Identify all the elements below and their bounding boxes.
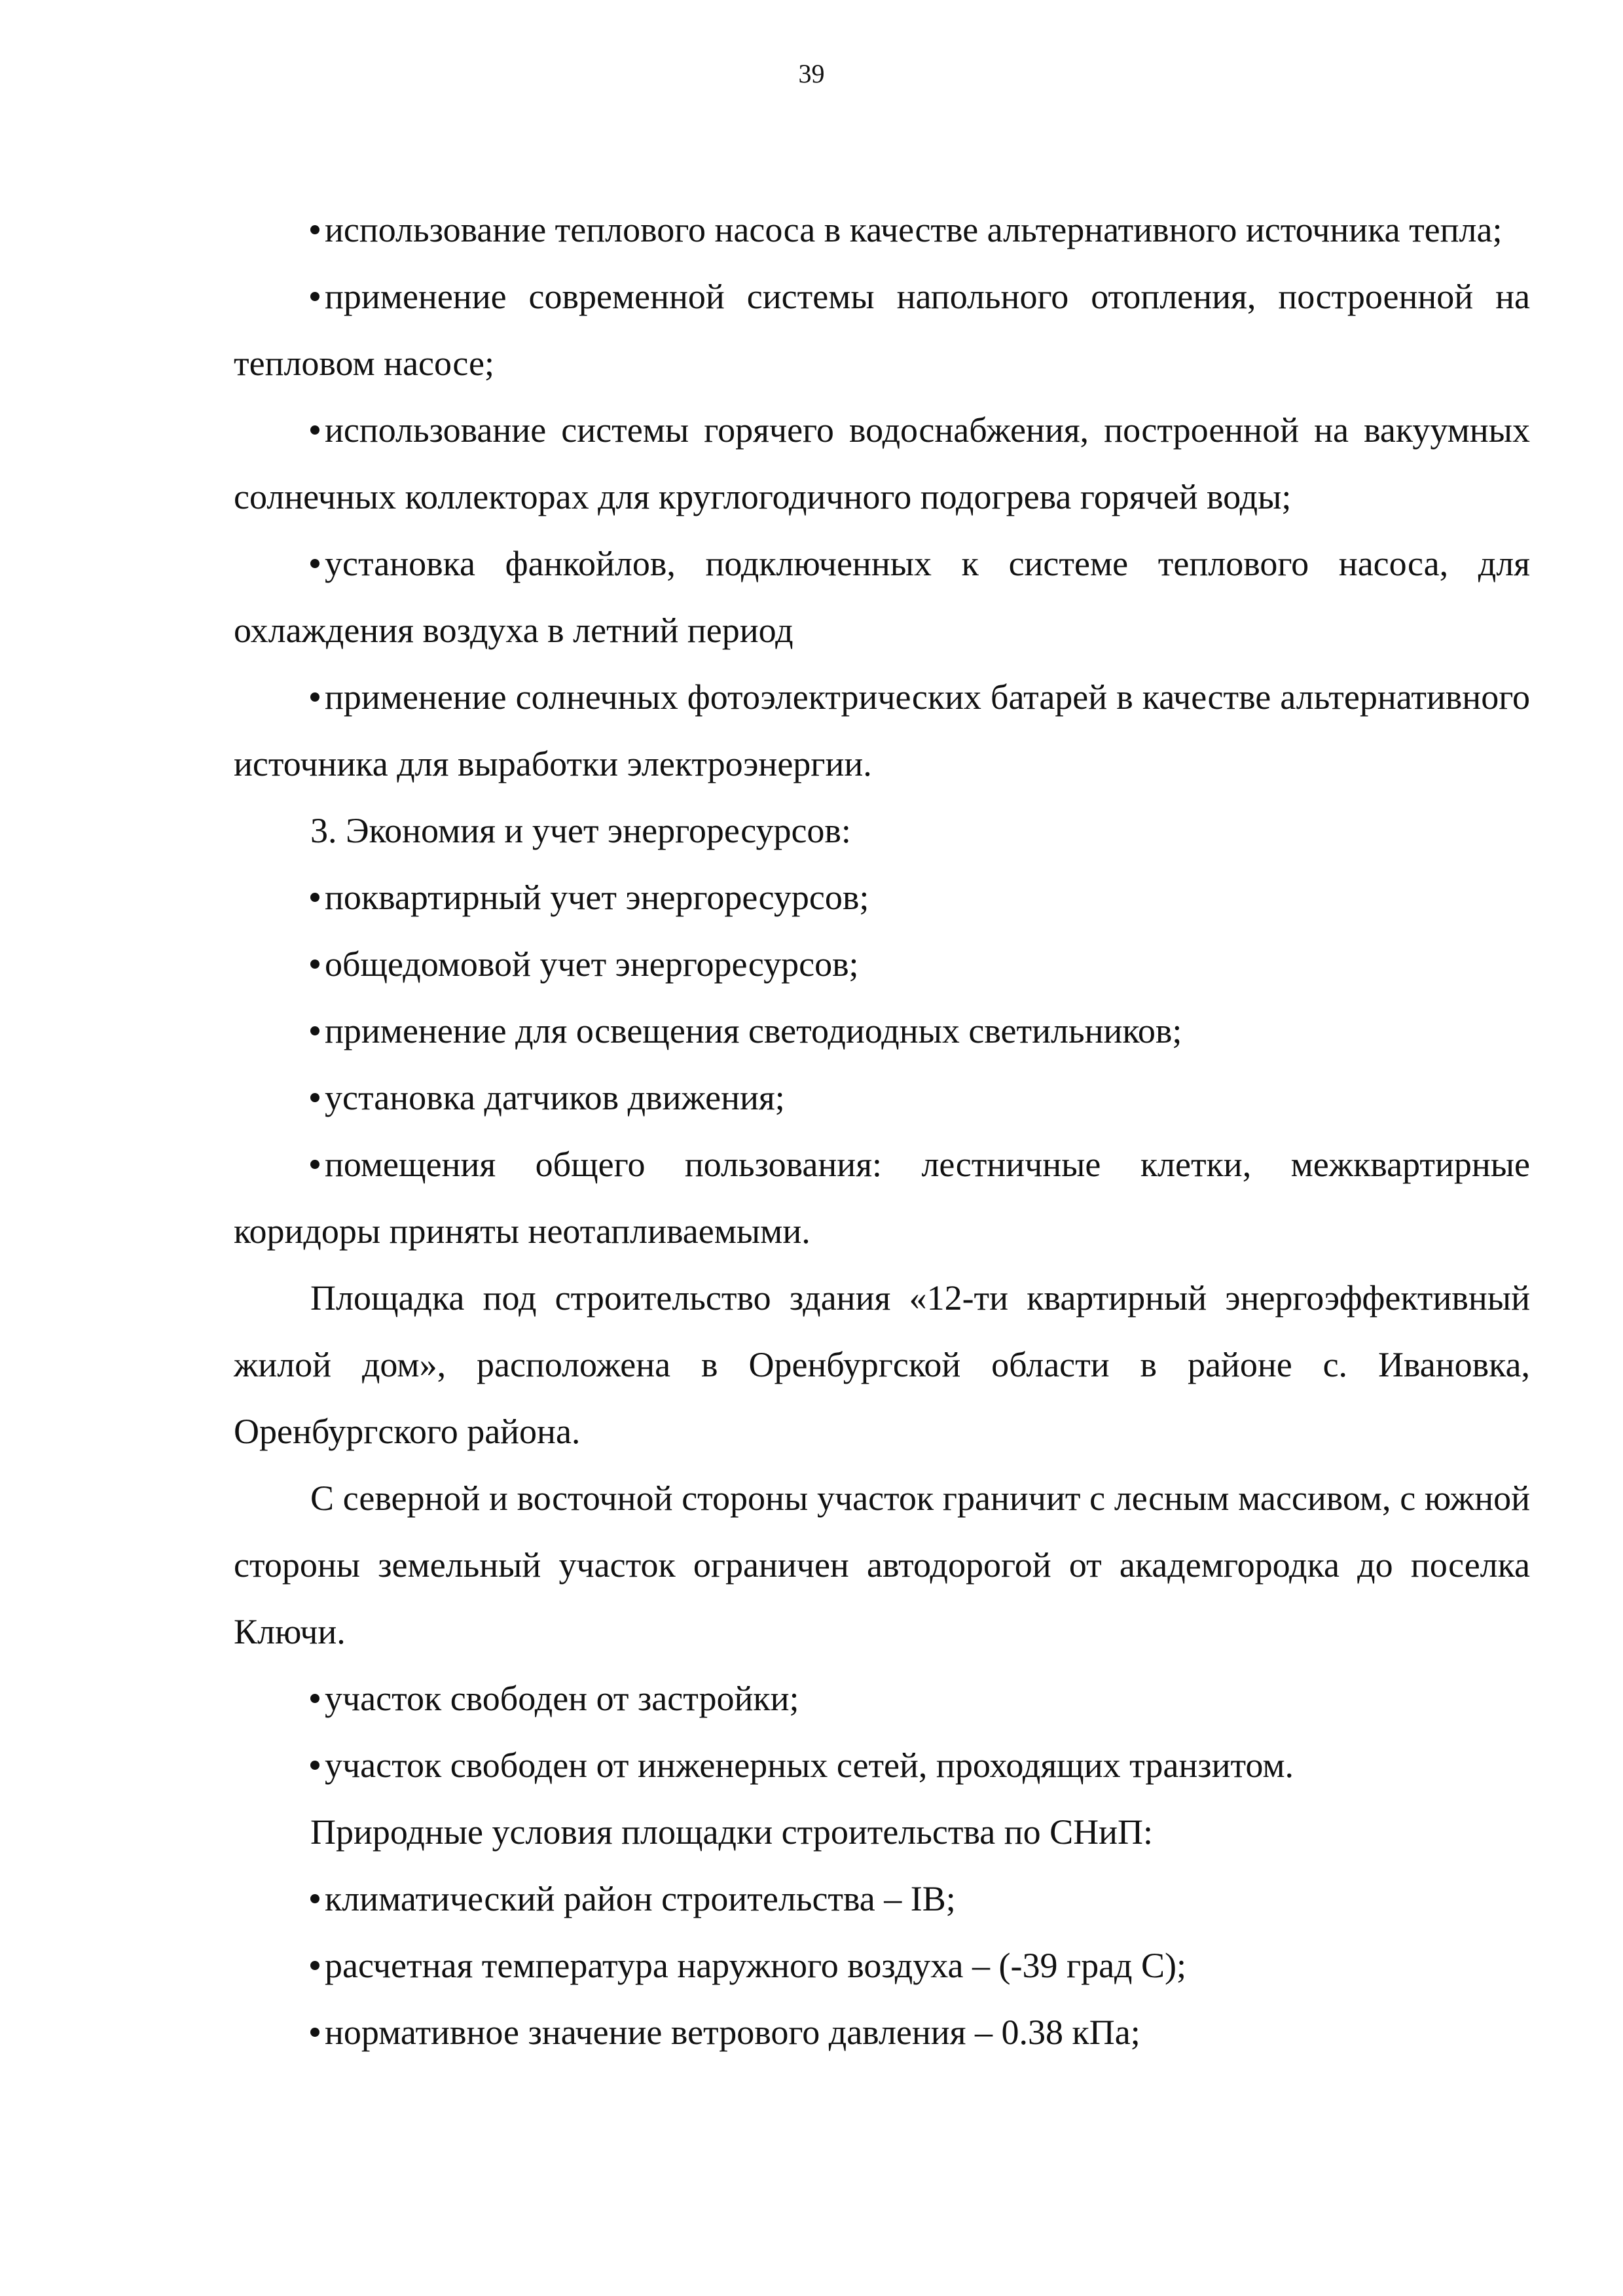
bullet-item <box>234 931 1530 997</box>
page-number: 39 <box>798 59 825 88</box>
bullet-icon <box>310 1761 319 1770</box>
bullet-icon <box>310 1093 319 1102</box>
paragraph-text: поквартирный учет энергоресурсов; <box>325 878 869 917</box>
paragraph: Площадка под строительство здания «12-ти квартирный энергоэффективный жилой дом», расположена в Оренбургской области в районе с. Ивановка, Оренбургского района. <box>234 1278 1530 1451</box>
bullet-icon <box>310 425 319 435</box>
bullet-icon <box>310 1160 319 1169</box>
bullet-item <box>234 1865 1530 1932</box>
bullet-icon <box>310 559 319 568</box>
bullet-icon <box>310 1894 319 1903</box>
paragraph-text: применение солнечных фотоэлектрических батарей в качестве альтернативного источника для выработки электроэнергии. <box>234 677 1530 783</box>
bullet-icon <box>310 1026 319 1035</box>
bullet-item <box>234 1932 1530 1999</box>
paragraph-text: использование системы горячего водоснабжения, построенной на вакуумных солнечных коллекторах для круглогодичного подогрева горячей воды; <box>234 410 1530 516</box>
paragraph-text: нормативное значение ветрового давления – 0.38 кПа; <box>325 2013 1140 2052</box>
bullet-icon <box>310 1694 319 1703</box>
bullet-item <box>234 1131 1530 1265</box>
paragraph-text: участок свободен от застройки; <box>325 1679 799 1718</box>
bullet-item <box>234 997 1530 1064</box>
paragraph-text: общедомовой учет энергоресурсов; <box>325 944 859 984</box>
bullet-item <box>234 664 1530 797</box>
paragraph-text: применение современной системы напольного отопления, построенной на тепловом насосе; <box>234 277 1530 383</box>
bullet-icon <box>310 292 319 301</box>
bullet-item <box>234 1064 1530 1131</box>
bullet-item <box>234 530 1530 664</box>
bullet-icon <box>310 2028 319 2037</box>
bullet-item <box>234 864 1530 931</box>
bullet-item <box>234 1665 1530 1732</box>
paragraph: Природные условия площадки строительства по СНиП: <box>310 1812 1154 1852</box>
paragraph-text: использование теплового насоса в качестве альтернативного источника тепла; <box>325 210 1503 249</box>
paragraph-text: применение для освещения светодиодных светильников; <box>325 1011 1182 1050</box>
paragraph-text: помещения общего пользования: лестничные клетки, межквартирные коридоры приняты неотапливаемыми. <box>234 1145 1530 1251</box>
paragraph-text: расчетная температура наружного воздуха – (-39 град С); <box>325 1946 1187 1985</box>
bullet-item <box>234 1999 1530 2066</box>
bullet-icon <box>310 893 319 902</box>
bullet-item <box>234 1732 1530 1799</box>
bullet-icon <box>310 960 319 969</box>
section-heading: 3. Экономия и учет энергоресурсов: <box>310 811 851 850</box>
paragraph-text: климатический район строительства – IB; <box>325 1879 956 1918</box>
paragraph-text: установка фанкойлов, подключенных к системе теплового насоса, для охлаждения воздуха в летний период <box>234 544 1530 650</box>
bullet-icon <box>310 1961 319 1970</box>
bullet-item <box>234 196 1530 263</box>
paragraph-text: участок свободен от инженерных сетей, проходящих транзитом. <box>325 1746 1294 1785</box>
bullet-item <box>234 397 1530 530</box>
paragraph-text: установка датчиков движения; <box>325 1078 785 1117</box>
bullet-item <box>234 263 1530 397</box>
document-body <box>234 196 1530 2066</box>
paragraph: С северной и восточной стороны участок граничит с лесным массивом, с южной стороны земельный участок ограничен автодорогой от академгородка до поселка Ключи. <box>234 1479 1530 1651</box>
bullet-icon <box>310 225 319 234</box>
bullet-icon <box>310 692 319 702</box>
